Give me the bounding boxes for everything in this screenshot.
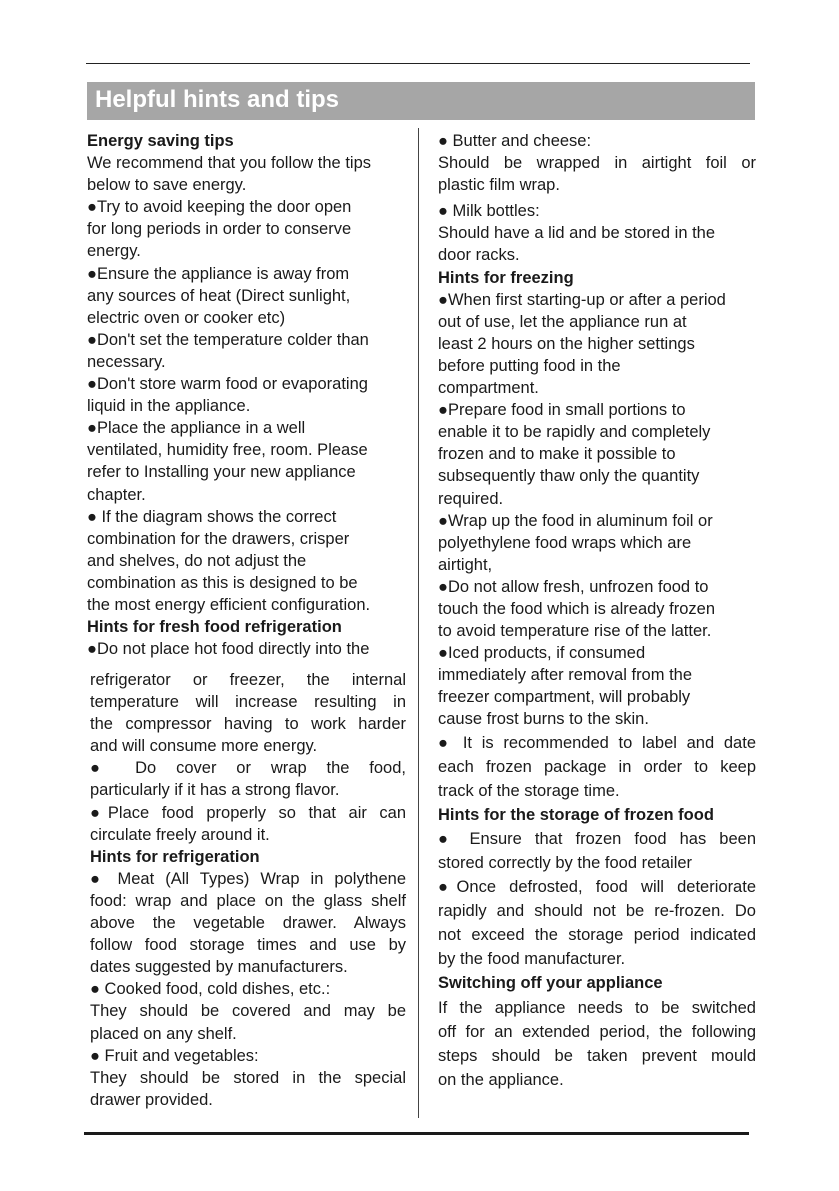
text-line: to avoid temperature rise of the latter. <box>438 622 712 641</box>
text-line: ●Place food properly so that air can <box>90 803 406 822</box>
text-line: ●Once defrosted, food will deteriorate <box>438 878 756 897</box>
text-line: combination for the drawers, crisper <box>87 529 350 548</box>
text-line: ● It is recommended to label and date <box>438 733 756 752</box>
text-line: energy. <box>87 242 141 261</box>
text-line: stored correctly by the food retailer <box>438 854 693 872</box>
column-divider <box>418 128 419 1118</box>
text-line: the compressor having to work harder <box>90 715 406 734</box>
text-line: dates suggested by manufacturers. <box>90 958 348 977</box>
text-line: touch the food which is already frozen <box>438 599 715 618</box>
text-line: circulate freely around it. <box>90 825 270 844</box>
text-line: drawer provided. <box>90 1090 213 1109</box>
text-line: required. <box>438 489 504 508</box>
text-line: frozen and to make it possible to <box>438 445 676 464</box>
section-heading: Hints for refrigeration <box>90 847 260 866</box>
text-line: ● Do cover or wrap the food, <box>90 759 406 778</box>
text-line: plastic film wrap. <box>438 176 560 195</box>
text-line: We recommend that you follow the tips <box>87 154 371 173</box>
text-line: ●Wrap up the food in aluminum foil or <box>438 511 713 530</box>
left-column-lower <box>90 669 406 1111</box>
text-line: refer to Installing your new appliance <box>87 463 356 482</box>
text-line: track of the storage time. <box>438 781 620 800</box>
text-line: They should be stored in the special <box>90 1068 406 1087</box>
text-line: chapter. <box>87 485 146 504</box>
text-line: rapidly and should not be re-frozen. Do <box>438 902 756 921</box>
text-line: temperature will increase resulting in <box>90 693 406 712</box>
text-line: ●When first starting-up or after a period <box>438 290 726 309</box>
text-line: airtight, <box>438 555 493 574</box>
text-line: any sources of heat (Direct sunlight, <box>87 286 351 305</box>
text-line: door racks. <box>438 246 520 265</box>
text-line: food: wrap and place on the glass shelf <box>90 891 406 910</box>
text-line: compartment. <box>438 379 539 398</box>
text-line: enable it to be rapidly and completely <box>438 423 711 442</box>
text-line: ● Milk bottles: <box>438 202 540 221</box>
text-line: necessary. <box>87 352 166 371</box>
text-line: ●Don't store warm food or evaporating <box>87 375 368 394</box>
text-line: cause frost burns to the skin. <box>438 710 649 729</box>
text-line: not exceed the storage period indicated <box>438 926 756 945</box>
text-line: freezer compartment, will probably <box>438 688 691 707</box>
top-rule <box>86 63 750 64</box>
text-line: ●Iced products, if consumed <box>438 644 646 663</box>
section-heading: Hints for the storage of frozen food <box>438 805 714 824</box>
text-line: If the appliance needs to be switched <box>438 998 756 1017</box>
text-line: and will consume more energy. <box>90 737 318 756</box>
text-line: ventilated, humidity free, room. Please <box>87 441 368 460</box>
text-line: placed on any shelf. <box>90 1024 237 1043</box>
text-line: the most energy efficient configuration. <box>87 595 371 614</box>
text-line: ● Fruit and vegetables: <box>90 1046 259 1065</box>
text-line: ● Meat (All Types) Wrap in polythene <box>90 869 406 888</box>
text-line: above the vegetable drawer. Always <box>90 914 406 933</box>
text-line: Should have a lid and be stored in the <box>438 224 716 243</box>
text-line: electric oven or cooker etc) <box>87 308 286 327</box>
text-line: off for an extended period, the following <box>438 1022 756 1041</box>
text-line: Should be wrapped in airtight foil or <box>438 154 756 173</box>
text-line: ●Do not place hot food directly into the <box>87 640 370 659</box>
right-column-upper <box>438 130 756 731</box>
text-line: before putting food in the <box>438 356 621 375</box>
text-line: ● If the diagram shows the correct <box>87 507 337 526</box>
section-heading: Hints for fresh food refrigeration <box>87 618 342 637</box>
text-line: immediately after removal from the <box>438 666 693 685</box>
text-line: and shelves, do not adjust the <box>87 551 307 570</box>
text-line: refrigerator or freezer, the internal <box>90 671 406 689</box>
text-line: on the appliance. <box>438 1070 564 1089</box>
text-line: ● Butter and cheese: <box>438 132 592 150</box>
text-line: ●Place the appliance in a well <box>87 419 306 438</box>
text-line: polyethylene food wraps which are <box>438 533 692 552</box>
text-line: They should be covered and may be <box>90 1002 406 1021</box>
bottom-rule <box>84 1132 749 1135</box>
text-line: ●Ensure the appliance is away from <box>87 264 350 283</box>
text-line: ●Don't set the temperature colder than <box>87 330 369 349</box>
text-line: each frozen package in order to keep <box>438 757 756 776</box>
left-column-upper <box>87 130 407 660</box>
text-line: combination as this is designed to be <box>87 573 358 592</box>
text-line: ●Prepare food in small portions to <box>438 401 686 420</box>
right-column-lower <box>438 731 756 1092</box>
page-title: Helpful hints and tips <box>95 86 339 113</box>
text-line: ● Ensure that frozen food has been <box>438 829 756 848</box>
text-line: out of use, let the appliance run at <box>438 312 687 331</box>
title-bar <box>87 82 755 120</box>
text-line: for long periods in order to conserve <box>87 220 352 239</box>
text-line: below to save energy. <box>87 176 247 195</box>
text-line: ●Try to avoid keeping the door open <box>87 198 352 217</box>
text-line: ●Do not allow fresh, unfrozen food to <box>438 577 709 596</box>
section-heading: Switching off your appliance <box>438 974 663 993</box>
text-line: by the food manufacturer. <box>438 950 626 969</box>
text-line: liquid in the appliance. <box>87 397 251 416</box>
text-line: least 2 hours on the higher settings <box>438 334 695 353</box>
text-line: ● Cooked food, cold dishes, etc.: <box>90 980 331 999</box>
text-line: subsequently thaw only the quantity <box>438 467 700 486</box>
section-heading: Energy saving tips <box>87 132 234 150</box>
text-line: follow food storage times and use by <box>90 936 406 955</box>
right-column <box>438 130 756 1092</box>
text-line: steps should be taken prevent mould <box>438 1046 756 1065</box>
section-heading: Hints for freezing <box>438 268 574 287</box>
text-line: particularly if it has a strong flavor. <box>90 781 340 800</box>
